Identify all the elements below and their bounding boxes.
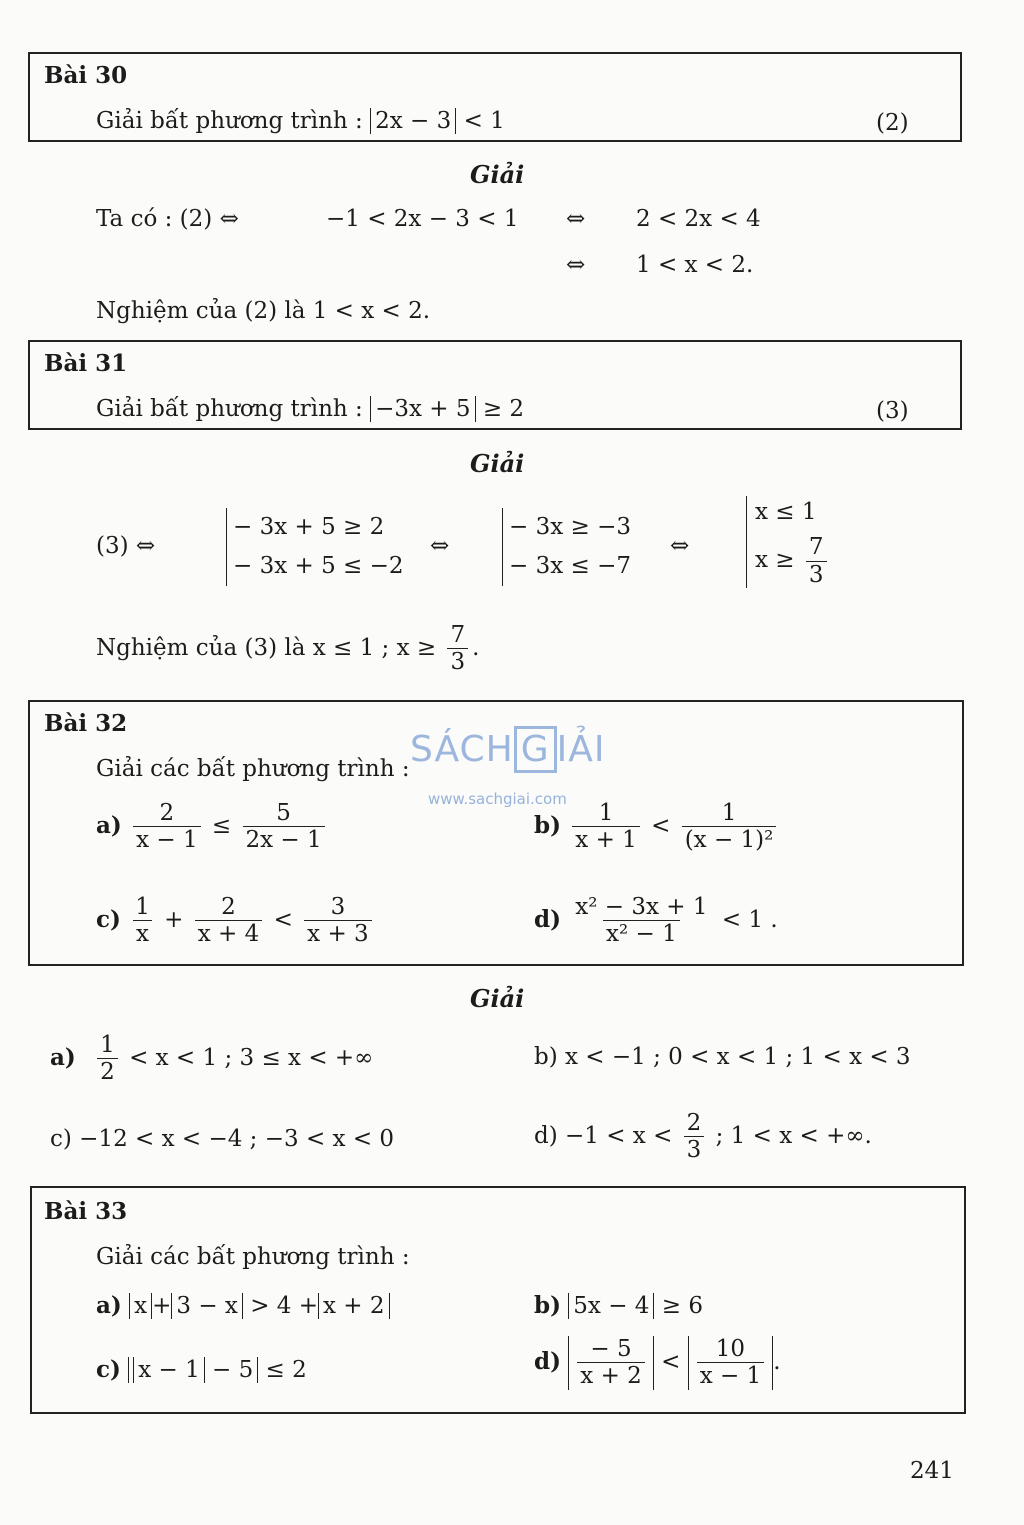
item-label: a) (96, 1292, 122, 1319)
prompt-text: Giải bất phương trình : (96, 396, 363, 422)
denominator: 3 (806, 561, 827, 588)
fraction (304, 894, 372, 948)
system-line: x ≤ 1 (755, 499, 817, 525)
item-label: c) (96, 1356, 121, 1383)
numerator: 3 (330, 894, 346, 920)
numerator: 1 (598, 800, 614, 826)
numerator: x² − 3x + 1 (575, 894, 708, 920)
solution-step-text: 1 < x < 2. (636, 252, 754, 278)
operator: < (661, 1348, 681, 1375)
item-label: a) (96, 811, 122, 839)
operator: + (152, 1293, 172, 1319)
numerator: − 5 (590, 1336, 632, 1362)
denominator: x + 1 (572, 826, 640, 853)
watermark-brand-part: IẢI (556, 729, 606, 770)
item-label: b) (534, 1292, 561, 1319)
solution-conclusion: Nghiệm của (2) là 1 < x < 2. (96, 298, 431, 324)
system-line: − 3x ≤ −7 (509, 553, 631, 580)
solution-item-c: c) −12 < x < −4 ; −3 < x < 0 (50, 1126, 395, 1152)
solution-item-b: b) x < −1 ; 0 < x < 1 ; 1 < x < 3 (534, 1044, 911, 1070)
equation-tag: (2) (876, 110, 909, 136)
item-label: b) (534, 811, 561, 839)
numerator: 7 (450, 622, 466, 648)
exercise-33-item-c (96, 1356, 307, 1383)
watermark-brand-letter: G (514, 726, 557, 773)
solution-item-a (50, 1032, 373, 1086)
numerator: 2 (159, 800, 175, 826)
equivalence-arrow: ⇔ (670, 533, 690, 559)
inequality-rhs: < 1 . (721, 906, 778, 933)
system-line: − 3x + 5 ≤ −2 (233, 553, 404, 580)
absolute-expression (568, 1336, 654, 1390)
fraction (572, 800, 640, 854)
fraction (684, 1110, 705, 1164)
system-line-prefix: x ≥ (755, 547, 795, 574)
item-label: d) (534, 905, 561, 933)
inequality-rhs: ≤ 2 (265, 1357, 307, 1383)
exercise-33-prompt: Giải các bất phương trình : (96, 1244, 410, 1270)
absolute-expression: −3x + 5 (370, 396, 475, 422)
numerator: 5 (276, 800, 291, 826)
solution-text: d) −1 < x < (534, 1122, 673, 1149)
solution-step-text: Ta có : (2) ⇔ (96, 206, 239, 232)
inequality-rhs: ≥ 6 (661, 1293, 703, 1319)
item-label: d) (534, 1347, 561, 1375)
fraction (133, 800, 201, 854)
fraction (697, 1336, 765, 1390)
system-line: − 3x + 5 ≥ 2 (233, 514, 385, 540)
denominator: x + 2 (577, 1362, 645, 1389)
solution-text: ; 1 < x < +∞. (715, 1122, 872, 1149)
equivalence-arrow: ⇔ (430, 533, 450, 559)
fraction (195, 894, 263, 948)
absolute-expression (688, 1336, 774, 1390)
page-number: 241 (910, 1458, 954, 1484)
solution-heading: Giải (470, 984, 525, 1013)
absolute-expression: 3 − x (171, 1293, 243, 1319)
denominator: x (133, 920, 152, 947)
item-label: a) (50, 1043, 76, 1071)
numerator: 1 (100, 1032, 115, 1058)
numerator: 2 (686, 1110, 702, 1136)
numerator: 7 (808, 534, 824, 561)
watermark-brand-part: SÁCH (410, 729, 514, 770)
exercise-32-prompt: Giải các bất phương trình : (96, 756, 410, 782)
denominator: x + 3 (304, 920, 372, 947)
outer-absolute (128, 1357, 258, 1383)
period: . (472, 634, 480, 661)
numerator: 1 (135, 894, 150, 920)
denominator: 2x − 1 (243, 826, 325, 853)
fraction (572, 894, 710, 948)
operator: + (164, 906, 184, 933)
fraction (806, 534, 827, 588)
exercise-30-prompt (96, 108, 505, 134)
denominator: x + 4 (195, 920, 263, 947)
absolute-expression: x + 2 (318, 1293, 390, 1319)
equivalence-arrow: ⇔ (566, 252, 586, 278)
solution-heading: Giải (470, 160, 525, 189)
denominator: (x − 1)² (682, 826, 777, 853)
fraction (243, 800, 325, 854)
denominator: x² − 1 (603, 920, 680, 947)
exercise-31-title: Bài 31 (44, 350, 128, 377)
exercise-30-title: Bài 30 (44, 62, 128, 89)
denominator: 3 (447, 648, 468, 675)
equivalence-arrow: ⇔ (566, 206, 586, 232)
numerator: 2 (221, 894, 236, 920)
watermark-url: www.sachgiai.com (428, 790, 567, 808)
operator: − 5 (212, 1357, 254, 1383)
numerator: 1 (721, 800, 737, 826)
solution-step-text: (3) ⇔ (96, 533, 156, 559)
prompt-text: Giải bất phương trình : (96, 108, 363, 134)
denominator: 3 (684, 1136, 705, 1163)
exercise-32-item-c (96, 894, 376, 948)
absolute-expression: 5x − 4 (568, 1293, 654, 1319)
exercise-33-item-b (534, 1292, 703, 1319)
equation-tag: (3) (876, 398, 909, 424)
absolute-expression: 2x − 3 (370, 108, 456, 134)
solution-text: < x < 1 ; 3 ≤ x < +∞ (129, 1044, 374, 1071)
exercise-31-prompt (96, 396, 524, 422)
denominator: x − 1 (697, 1362, 765, 1389)
absolute-expression: x − 1 (133, 1357, 205, 1383)
exercise-33-item-a (96, 1292, 390, 1319)
solution-item-d (534, 1110, 872, 1164)
operator: < (273, 906, 293, 933)
exercise-32-item-a (96, 800, 329, 854)
solution-step-text: −1 < 2x − 3 < 1 (326, 206, 519, 232)
inequality-rhs: < 1 (463, 108, 505, 134)
exercise-33-item-d (534, 1336, 781, 1390)
fraction (447, 622, 468, 676)
solution-heading: Giải (470, 449, 525, 478)
conclusion-text: Nghiệm của (3) là x ≤ 1 ; x ≥ (96, 634, 437, 661)
solution-system-1 (226, 508, 404, 586)
fraction (132, 894, 153, 948)
solution-system-3 (746, 496, 831, 588)
fraction (577, 1336, 645, 1390)
system-line (755, 534, 831, 588)
system-line: − 3x ≥ −3 (509, 514, 631, 540)
period: . (773, 1348, 781, 1375)
item-label: c) (96, 905, 121, 933)
denominator: x − 1 (133, 826, 201, 853)
numerator: 10 (715, 1336, 746, 1362)
inequality-rhs: ≥ 2 (482, 396, 525, 422)
absolute-expression: x (129, 1293, 152, 1319)
operator: ≤ (211, 812, 232, 839)
exercise-33-title: Bài 33 (44, 1198, 128, 1225)
denominator: 2 (97, 1058, 118, 1085)
fraction (682, 800, 777, 854)
exercise-32-item-b (534, 800, 780, 854)
solution-system-2 (502, 508, 631, 586)
exercise-32-title: Bài 32 (44, 710, 128, 737)
fraction (97, 1032, 118, 1086)
operator: < (651, 812, 671, 839)
solution-conclusion (96, 622, 479, 676)
operator: > 4 + (250, 1293, 318, 1319)
exercise-32-item-d (534, 894, 778, 948)
solution-step-text: 2 < 2x < 4 (636, 206, 761, 232)
